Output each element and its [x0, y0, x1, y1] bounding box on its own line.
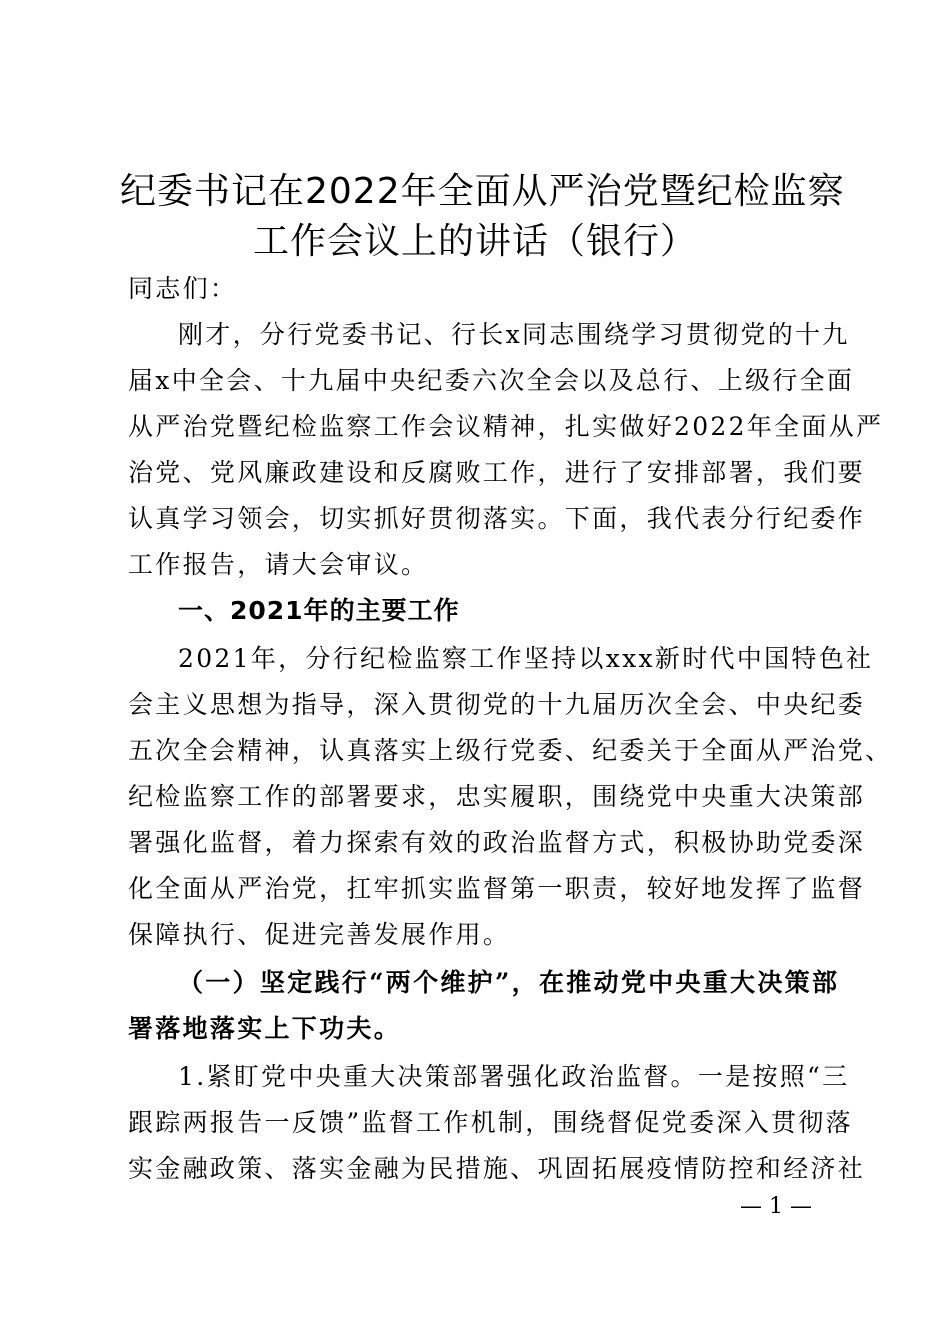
section-1-heading: 一、2021年的主要工作: [178, 596, 460, 625]
paragraph-1-line-5: 认真学习领会，切实抓好贯彻落实。下面，我代表分行纪委作: [128, 504, 866, 533]
paragraph-1-line-6: 工作报告，请大会审议。: [128, 550, 429, 579]
page-number: — 1 —: [740, 1194, 812, 1219]
paragraph-1-line-1: 刚才，分行党委书记、行长x同志围绕学习贯彻党的十九: [178, 320, 850, 349]
paragraph-2-line-1: 2021年，分行纪检监察工作坚持以xxx新时代中国特色社: [178, 644, 874, 673]
paragraph-2-line-6: 化全面从严治党，扛牢抓实监督第一职责，较好地发挥了监督: [128, 874, 866, 903]
paragraph-2-line-2: 会主义思想为指导，深入贯彻党的十九届历次全会、中央纪委: [128, 690, 866, 719]
paragraph-1-line-3: 从严治党暨纪检监察工作会议精神，扎实做好2022年全面从严: [128, 412, 884, 441]
document-title-line-2: 工作会议上的讲话（银行）: [252, 221, 697, 262]
paragraph-3-line-3: 实金融政策、落实金融为民措施、巩固拓展疫情防控和经济社: [128, 1154, 866, 1183]
paragraph-2-line-3: 五次全会精神，认真落实上级行党委、纪委关于全面从严治党、: [128, 736, 893, 765]
paragraph-2-line-5: 署强化监督，着力探索有效的政治监督方式，积极协助党委深: [128, 828, 866, 857]
paragraph-2-line-4: 纪检监察工作的部署要求，忠实履职，围绕党中央重大决策部: [128, 782, 866, 811]
paragraph-3-line-2: 跟踪两报告一反馈”监督工作机制，围绕督促党委深入贯彻落: [128, 1108, 853, 1137]
document-title-line-1: 纪委书记在2022年全面从严治党暨纪检监察: [120, 171, 845, 212]
salutation: 同志们：: [128, 274, 238, 303]
paragraph-1-line-2: 届x中全会、十九届中央纪委六次全会以及总行、上级行全面: [128, 366, 855, 395]
subsection-1-heading-line-2: 署落地落实上下功夫。: [128, 1014, 402, 1043]
paragraph-1-line-4: 治党、党风廉政建设和反腐败工作，进行了安排部署，我们要: [128, 458, 866, 487]
paragraph-2-line-7: 保障执行、促进完善发展作用。: [128, 920, 511, 949]
subsection-1-heading-line-1: （一）坚定践行“两个维护”，在推动党中央重大决策部: [178, 968, 840, 997]
paragraph-3-line-1: 1.紧盯党中央重大决策部署强化政治监督。一是按照“三: [178, 1062, 850, 1091]
